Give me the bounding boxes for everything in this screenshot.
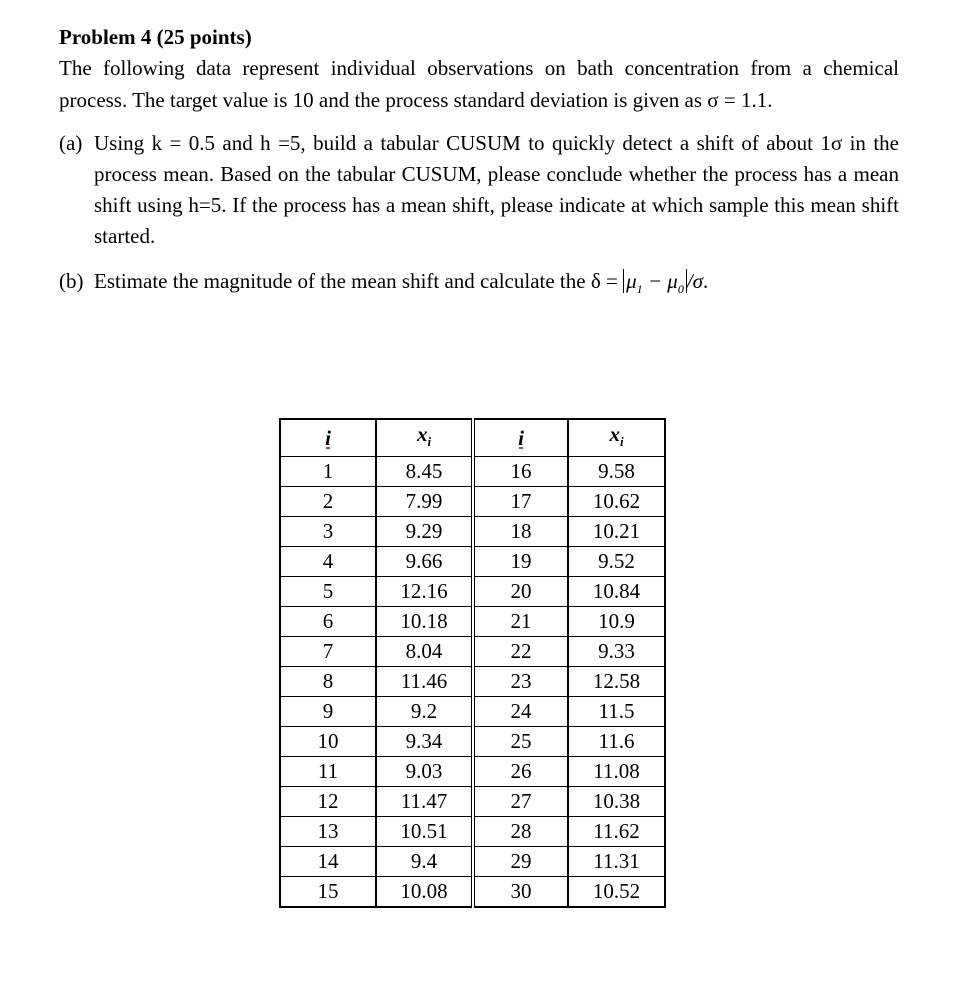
cell-i-right: 17: [473, 487, 568, 517]
cell-x-right: 11.5: [568, 697, 665, 727]
cell-i-left: 6: [280, 607, 376, 637]
cell-i-left: 11: [280, 757, 376, 787]
table-row: [280, 877, 665, 908]
table-body: [280, 457, 665, 908]
cell-x-left: 9.2: [376, 697, 473, 727]
cell-i-left: 7: [280, 637, 376, 667]
table-row: [280, 727, 665, 757]
cell-x-right: 9.58: [568, 457, 665, 487]
cell-x-right: 11.6: [568, 727, 665, 757]
part-a-label: (a): [59, 131, 83, 155]
cell-i-left: 2: [280, 487, 376, 517]
cell-i-right: 23: [473, 667, 568, 697]
table-row: [280, 847, 665, 877]
cell-x-right: 9.33: [568, 637, 665, 667]
cell-x-left: 9.4: [376, 847, 473, 877]
header-x-left: $x_i$: [376, 419, 473, 457]
delta-formula: $\mu_1 - \mu_0$ /σ: [623, 269, 703, 293]
cell-i-right: 16: [473, 457, 568, 487]
cell-i-left: 4: [280, 547, 376, 577]
problem-title: Problem 4 (25 points): [59, 25, 252, 49]
cell-i-left: 14: [280, 847, 376, 877]
cell-x-left: 8.45: [376, 457, 473, 487]
cell-x-right: 9.52: [568, 547, 665, 577]
cell-i-left: 15: [280, 877, 376, 908]
table-row: [280, 517, 665, 547]
cell-i-left: 3: [280, 517, 376, 547]
problem-document: [59, 22, 899, 305]
cell-x-left: 11.47: [376, 787, 473, 817]
cell-x-right: 10.38: [568, 787, 665, 817]
cell-x-right: 10.52: [568, 877, 665, 908]
table-header-row: [280, 419, 665, 457]
table-row: [280, 607, 665, 637]
cell-i-right: 19: [473, 547, 568, 577]
cell-i-right: 21: [473, 607, 568, 637]
cell-i-left: 8: [280, 667, 376, 697]
table-row: [280, 487, 665, 517]
cell-x-left: 10.51: [376, 817, 473, 847]
table-row: [280, 547, 665, 577]
cell-i-left: 10: [280, 727, 376, 757]
part-b-content: Estimate the magnitude of the mean shift and calculate the $\delta = \mu_1 - \mu_0$ /σ.: [94, 269, 709, 297]
table-row: [280, 637, 665, 667]
cell-i-right: 25: [473, 727, 568, 757]
cell-x-left: 8.04: [376, 637, 473, 667]
table-row: [280, 457, 665, 487]
cell-x-right: 10.21: [568, 517, 665, 547]
cell-x-left: 10.08: [376, 877, 473, 908]
cell-x-right: 11.31: [568, 847, 665, 877]
cell-i-left: 1: [280, 457, 376, 487]
table-row: [280, 817, 665, 847]
part-b: [59, 266, 899, 305]
cell-i-left: 12: [280, 787, 376, 817]
cell-i-right: 28: [473, 817, 568, 847]
cell-i-right: 22: [473, 637, 568, 667]
part-b-label: (b): [59, 269, 84, 293]
cell-x-right: 10.84: [568, 577, 665, 607]
cell-i-left: 9: [280, 697, 376, 727]
cell-x-left: 10.18: [376, 607, 473, 637]
table-row: [280, 667, 665, 697]
table-row: [280, 757, 665, 787]
cell-i-right: 26: [473, 757, 568, 787]
problem-intro: The following data represent individual observations on bath concentration from a chemical process. The target value is 10 and the process standard deviation is given as σ = 1.1.: [59, 56, 899, 112]
cell-i-right: 20: [473, 577, 568, 607]
cell-x-left: 9.34: [376, 727, 473, 757]
cell-i-left: 5: [280, 577, 376, 607]
header-x-right: $x_i$: [568, 419, 665, 457]
cell-x-right: 12.58: [568, 667, 665, 697]
cell-x-right: 10.9: [568, 607, 665, 637]
cell-x-right: 11.62: [568, 817, 665, 847]
cell-x-left: 11.46: [376, 667, 473, 697]
cell-x-left: 9.29: [376, 517, 473, 547]
cell-i-right: 24: [473, 697, 568, 727]
part-a-text: Using k = 0.5 and h =5, build a tabular CUSUM to quickly detect a shift of about 1σ in the process mean. Based on the tabular CUSUM, please conclude whether the process has a mean shift using h=5. If the process has a mean shift, please indicate at which sample this mean shift started.: [94, 131, 899, 248]
part-a: [59, 128, 899, 252]
cell-x-left: 9.03: [376, 757, 473, 787]
cell-x-right: 10.62: [568, 487, 665, 517]
table-row: [280, 697, 665, 727]
cell-i-right: 30: [473, 877, 568, 908]
cell-x-left: 9.66: [376, 547, 473, 577]
cell-i-left: 13: [280, 817, 376, 847]
cell-x-left: 7.99: [376, 487, 473, 517]
cell-i-right: 18: [473, 517, 568, 547]
data-table-container: [279, 418, 666, 908]
part-b-text: Estimate the magnitude of the mean shift and calculate the δ =: [94, 269, 624, 293]
cell-i-right: 27: [473, 787, 568, 817]
cell-i-right: 29: [473, 847, 568, 877]
cell-x-left: 12.16: [376, 577, 473, 607]
table-row: [280, 577, 665, 607]
abs-diff: $\mu_1 - \mu_0$: [623, 269, 687, 293]
table-row: [280, 787, 665, 817]
header-i-right: i: [473, 419, 568, 457]
cell-x-right: 11.08: [568, 757, 665, 787]
observations-table: [279, 418, 666, 908]
header-i-left: i: [280, 419, 376, 457]
